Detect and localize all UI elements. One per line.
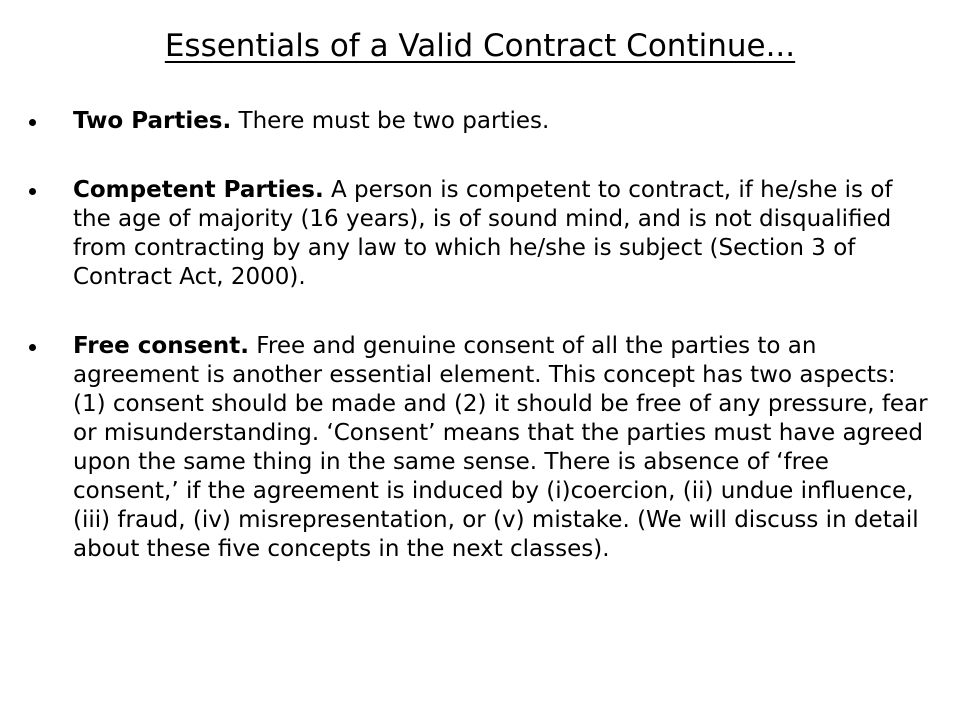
slide-title: Essentials of a Valid Contract Continue... xyxy=(164,28,796,64)
bullet-dot-icon xyxy=(29,344,36,351)
bullet-item-two-parties xyxy=(73,107,935,136)
bullet-list xyxy=(73,107,935,564)
bullet-lead: Free consent. xyxy=(73,333,249,359)
bullet-text: A person is competent to contract, if he/she is of the age of majority (16 years), is of sound mind, and is not disqualified from contracting by any law to which he/she is subject (Section 3 of Contract Act, 2000). xyxy=(73,177,893,290)
bullet-text: There must be two parties. xyxy=(231,108,550,134)
bullet-dot-icon xyxy=(29,119,36,126)
bullet-dot-icon xyxy=(29,188,36,195)
bullet-lead: Two Parties. xyxy=(73,108,232,134)
bullet-text: Free and genuine consent of all the parties to an agreement is another essential element. This concept has two aspects: (1) consent should be made and (2) it should be free of any pressure, fear or misunderstanding. ‘Consent’ means that the parties must have agreed upon the same thing in the same sense. There is absence of ‘free consent,’ if the agreement is induced by (i)coercion, (ii) undue influence, (iii) fraud, (iv) misrepresentation, or (v) mistake. (We will discuss in detail about these five concepts in the next classes). xyxy=(73,333,928,562)
bullet-item-free-consent xyxy=(73,332,935,564)
bullet-item-competent-parties xyxy=(73,176,935,292)
bullet-lead: Competent Parties. xyxy=(73,177,324,203)
